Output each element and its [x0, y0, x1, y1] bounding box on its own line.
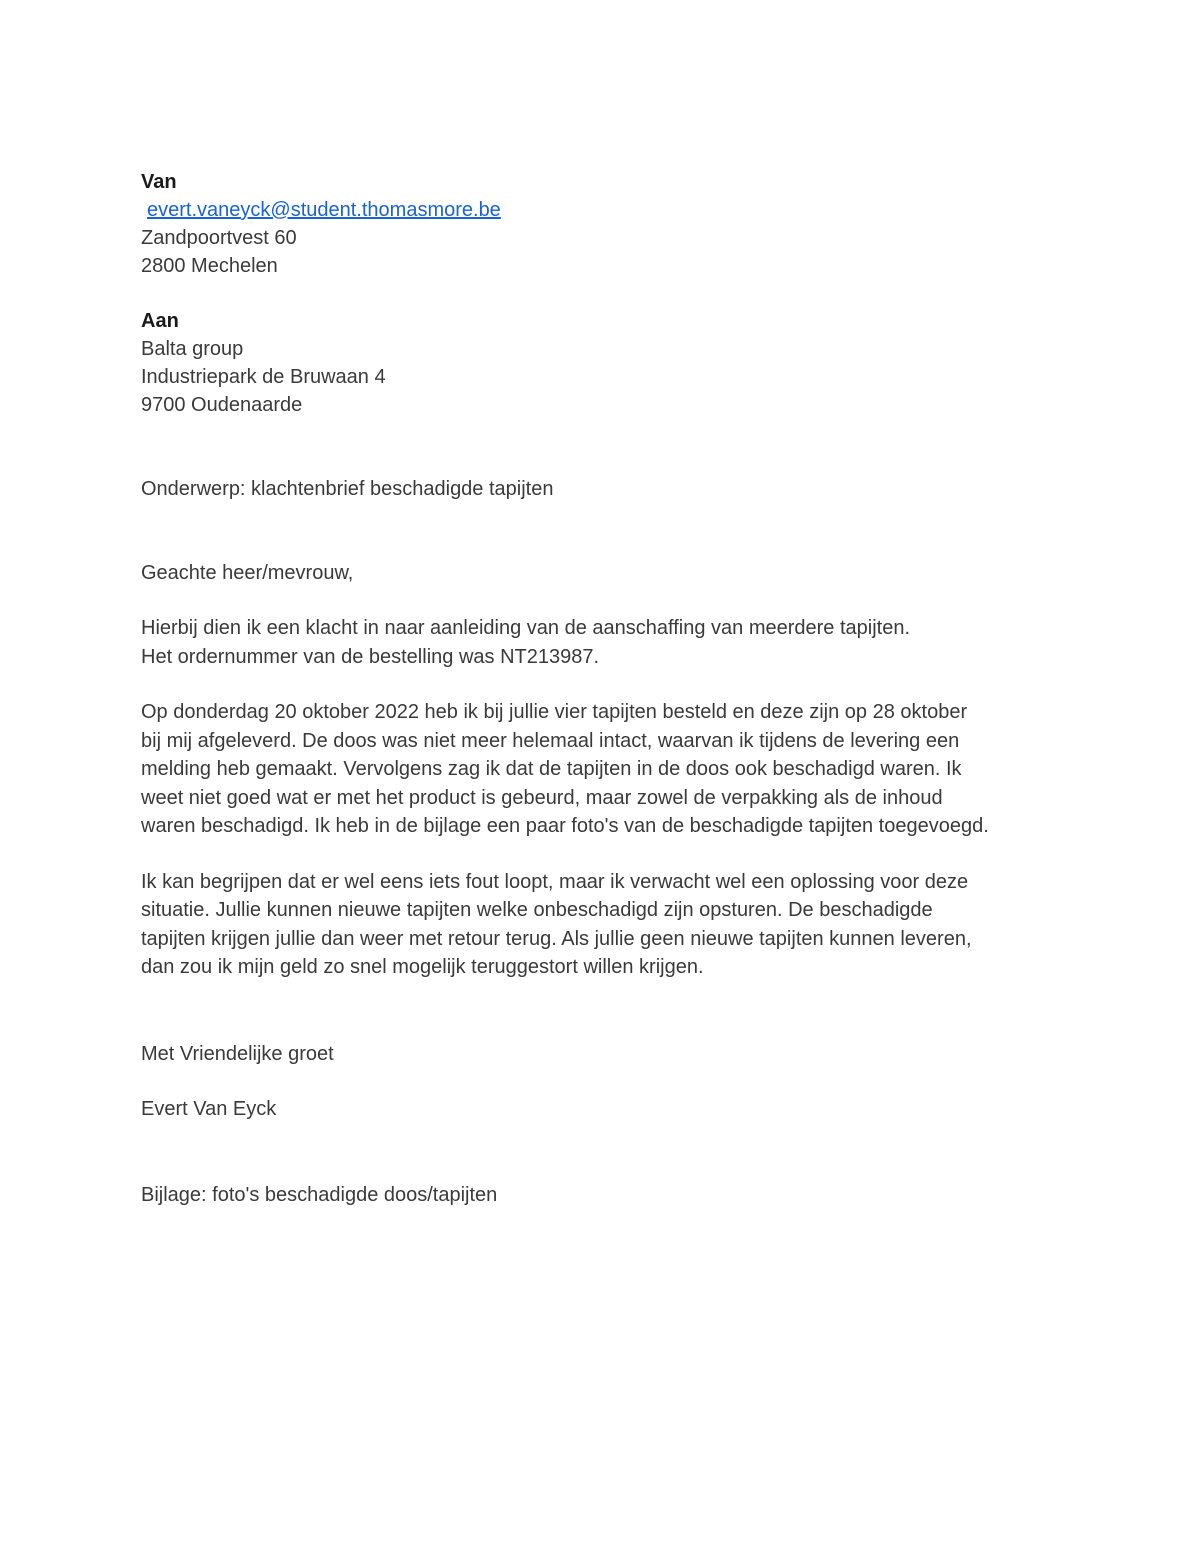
recipient-heading: Aan	[141, 310, 179, 332]
paragraph-order-details	[141, 698, 1081, 841]
signature: Evert Van Eyck	[141, 1097, 277, 1120]
letter-page	[141, 168, 1081, 1209]
paragraph-line: Ik kan begrijpen dat er wel eens iets fout loopt, maar ik verwacht wel een oplossing voor deze	[141, 870, 969, 893]
sender-city: 2800 Mechelen	[141, 255, 278, 277]
paragraph-line: weet niet goed wat er met het product is gebeurd, maar zowel de verpakking als de inhoud	[141, 786, 943, 809]
paragraph-line: dan zou ik mijn geld zo snel mogelijk teruggestort willen krijgen.	[141, 956, 704, 978]
recipient-city: 9700 Oudenaarde	[141, 394, 303, 416]
paragraph-line: waren beschadigd. Ik heb in de bijlage een paar foto's van de beschadigde tapijten toegevoegd.	[141, 815, 989, 837]
sender-heading: Van	[141, 171, 177, 193]
paragraph-line: bij mij afgeleverd. De doos was niet meer helemaal intact, waarvan ik tijdens de levering een	[141, 729, 960, 752]
sender-block	[141, 168, 1081, 280]
paragraph-intro	[141, 614, 1081, 671]
paragraph-line: Op donderdag 20 oktober 2022 heb ik bij jullie vier tapijten besteld en deze zijn op 28 oktober	[141, 701, 968, 723]
attachment-note: Bijlage: foto's beschadigde doos/tapijten	[141, 1183, 498, 1206]
paragraph-line: Het ordernummer van de bestelling was NT213987.	[141, 645, 600, 668]
paragraph-request	[141, 868, 1081, 982]
closing: Met Vriendelijke groet	[141, 1042, 334, 1065]
sender-street: Zandpoortvest 60	[141, 227, 297, 249]
paragraph-line: Hierbij dien ik een klacht in naar aanleiding van de aanschaffing van meerdere tapijten.	[141, 617, 911, 639]
paragraph-line: melding heb gemaakt. Vervolgens zag ik dat de tapijten in de doos ook beschadigd waren. Ik	[141, 758, 962, 780]
recipient-block	[141, 307, 1081, 419]
recipient-company: Balta group	[141, 338, 244, 360]
salutation: Geachte heer/mevrouw,	[141, 562, 354, 584]
sender-email-link[interactable]: evert.vaneyck@student.thomasmore.be	[147, 199, 501, 221]
paragraph-line: situatie. Jullie kunnen nieuwe tapijten welke onbeschadigd zijn opsturen. De beschadigde	[141, 899, 933, 921]
recipient-street: Industriepark de Bruwaan 4	[141, 366, 386, 388]
subject-line: Onderwerp: klachtenbrief beschadigde tapijten	[141, 478, 554, 500]
paragraph-line: tapijten krijgen jullie dan weer met retour terug. Als jullie geen nieuwe tapijten kunnen leveren,	[141, 927, 972, 950]
